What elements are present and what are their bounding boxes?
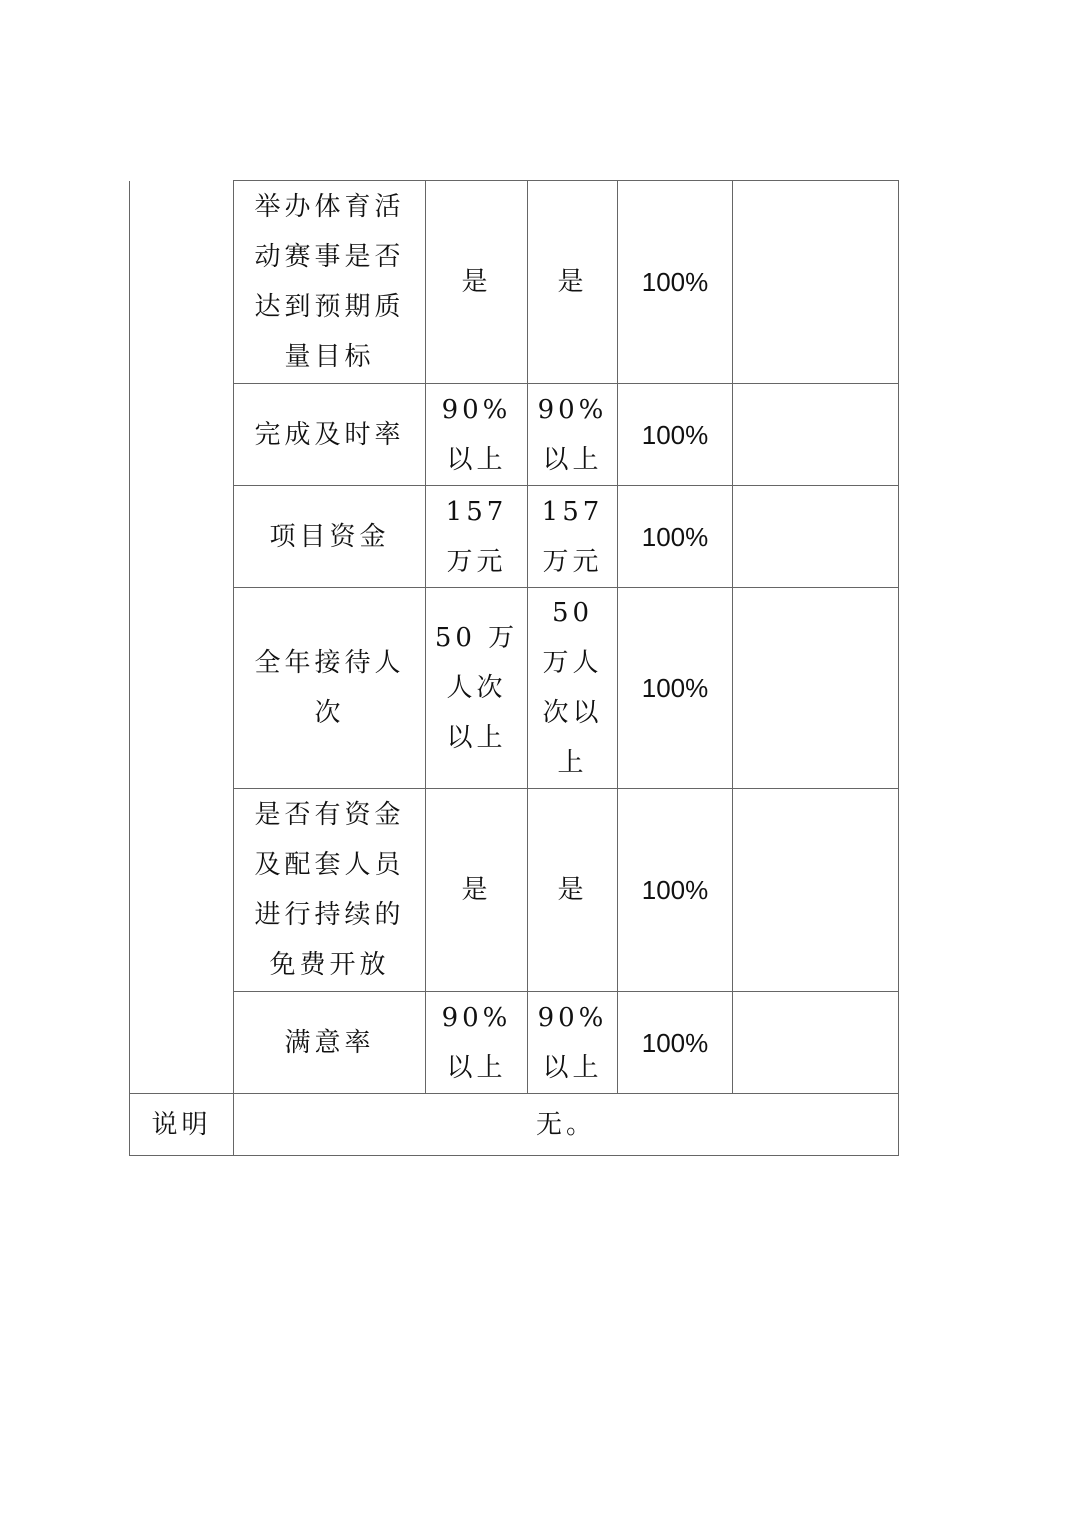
score-cell: 100% [618,588,733,789]
target-cell: 90%以上 [426,992,528,1094]
actual-cell: 90%以上 [528,992,618,1094]
table-row [130,181,899,384]
remark-cell [733,384,899,486]
remark-cell [733,789,899,992]
table-row [130,992,899,1094]
table-row [130,789,899,992]
score-cell: 100% [618,384,733,486]
target-cell: 50 万人次以上 [426,588,528,789]
score-cell: 100% [618,992,733,1094]
score-cell: 100% [618,789,733,992]
footer-row [130,1094,899,1156]
remark-cell [733,181,899,384]
score-cell: 100% [618,486,733,588]
indicator-cell: 完成及时率 [234,384,426,486]
actual-cell: 90%以上 [528,384,618,486]
target-cell: 157 万元 [426,486,528,588]
indicator-cell: 项目资金 [234,486,426,588]
table-row [130,588,899,789]
indicator-cell: 满意率 [234,992,426,1094]
indicator-cell: 是否有资金及配套人员进行持续的免费开放 [234,789,426,992]
remark-cell [733,486,899,588]
performance-table [129,180,899,1156]
target-cell: 是 [426,789,528,992]
footer-label: 说明 [130,1094,234,1156]
score-cell: 100% [618,181,733,384]
indicator-cell: 全年接待人次 [234,588,426,789]
footer-value: 无。 [234,1094,899,1156]
table-row [130,384,899,486]
category-cell [130,181,234,1094]
actual-cell: 50 万人次以上 [528,588,618,789]
actual-cell: 是 [528,181,618,384]
remark-cell [733,992,899,1094]
table-row [130,486,899,588]
target-cell: 90%以上 [426,384,528,486]
actual-cell: 是 [528,789,618,992]
actual-cell: 157 万元 [528,486,618,588]
indicator-cell: 举办体育活动赛事是否达到预期质量目标 [234,181,426,384]
target-cell: 是 [426,181,528,384]
remark-cell [733,588,899,789]
